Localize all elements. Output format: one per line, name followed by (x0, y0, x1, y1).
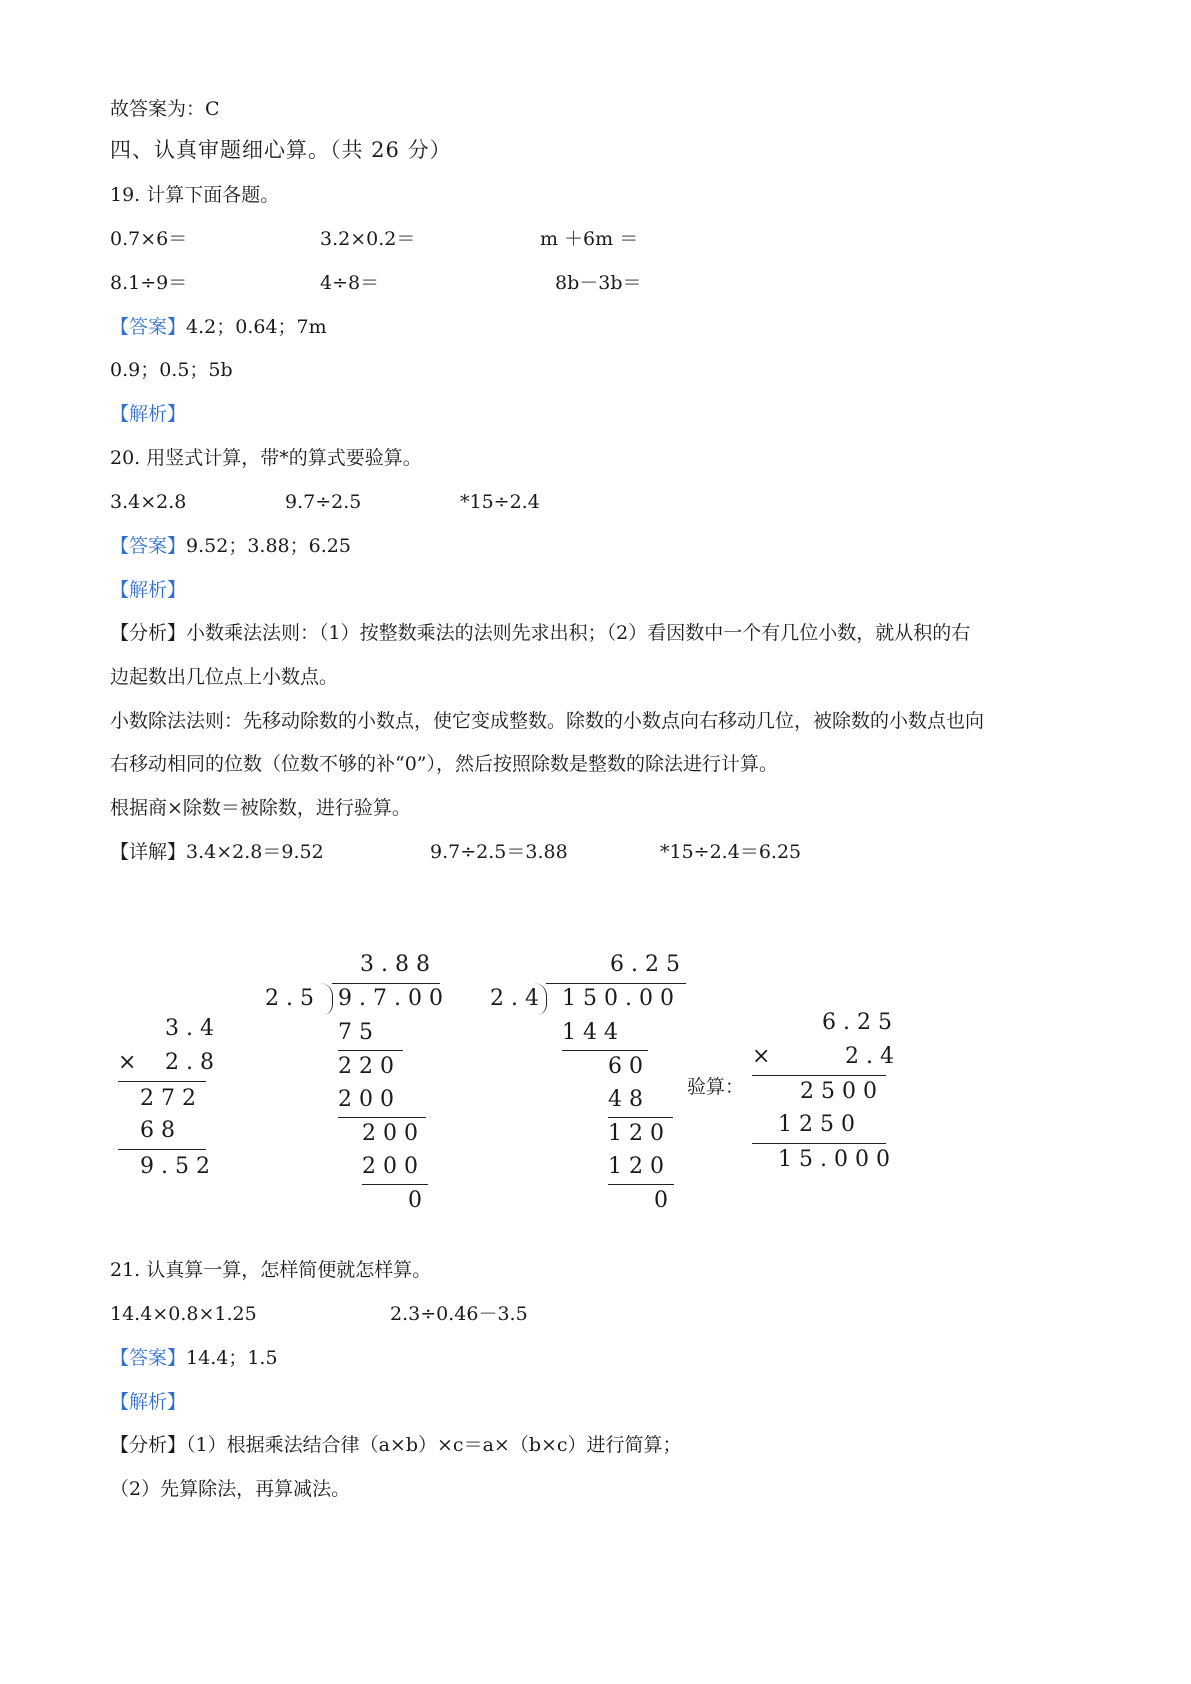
q21-fenxi-line1 (110, 1432, 682, 1458)
check-result: 15.000 (778, 1147, 897, 1172)
q21-title: 21. 认真算一算，怎样简便就怎样算。 (110, 1259, 432, 1281)
q21-problem-1: 14.4×0.8×1.25 (110, 1303, 257, 1325)
q21-analysis-tag: 【解析】 (110, 1391, 187, 1413)
q20-fenxi-line3: 小数除法法则：先移动除数的小数点，使它变成整数。除数的小数点向右移动几位，被除数的小数点也向 (110, 710, 985, 732)
answer-tag: 【答案】 (110, 1347, 187, 1369)
q20-analysis-tag: 【解析】 (110, 579, 187, 601)
q19-answer-line2: 0.9；0.5；5b (110, 359, 233, 381)
div2-divisor: 2.4 (490, 986, 546, 1011)
check-partial-2: 1250 (778, 1112, 862, 1137)
check-bottom: 2.4 (845, 1044, 901, 1069)
fenxi-tag: 【分析】 (110, 622, 187, 644)
q20-fenxi-line5: 根据商×除数＝被除数，进行验算。 (110, 797, 411, 819)
q20-detail-2: 9.7÷2.5＝3.88 (430, 841, 568, 863)
check-top: 6.25 (822, 1010, 899, 1035)
answer-text: 4.2；0.64；7m (186, 316, 327, 338)
div2-step-4: 120 (608, 1121, 671, 1146)
answer-text: 9.52；3.88；6.25 (186, 535, 351, 557)
mult-top: 3.4 (165, 1016, 221, 1041)
q19-answer (110, 314, 327, 340)
q19-title: 19. 计算下面各题。 (110, 184, 280, 206)
div1-step-1: 75 (338, 1020, 380, 1045)
q20-answer (110, 533, 351, 559)
q20-problem-1: 3.4×2.8 (110, 491, 187, 513)
mult-partial-2: 68 (140, 1118, 182, 1143)
answer-tag: 【答案】 (110, 535, 187, 557)
q20-problem-2: 9.7÷2.5 (285, 491, 362, 513)
q19-item-5: 4÷8＝ (320, 272, 380, 294)
div1-step-3: 200 (338, 1087, 401, 1112)
answer-tag: 【答案】 (110, 316, 187, 338)
mult-sign: × (118, 1050, 144, 1075)
q19-analysis-tag: 【解析】 (110, 403, 187, 425)
previous-answer: 故答案为：C (110, 98, 220, 120)
fenxi-text: （1）根据乘法结合律（a×b）×c＝a×（b×c）进行简算； (186, 1434, 682, 1456)
q20-detail-1 (110, 839, 324, 865)
div1-dividend: 9.7.00 (338, 986, 450, 1011)
q20-fenxi-line4: 右移动相同的位数（位数不够的补“0”），然后按照除数是整数的除法进行计算。 (110, 753, 779, 775)
detail-text: 3.4×2.8＝9.52 (186, 841, 324, 863)
q19-item-3: m ＋6m ＝ (540, 228, 639, 250)
div2-step-5: 120 (608, 1154, 671, 1179)
q19-item-1: 0.7×6＝ (110, 228, 188, 250)
div2-dividend: 150.00 (562, 986, 681, 1011)
q21-answer (110, 1345, 278, 1371)
div1-step-5: 200 (362, 1154, 425, 1179)
q19-item-6: 8b－3b＝ (555, 272, 642, 294)
q21-problem-2: 2.3÷0.46－3.5 (390, 1303, 528, 1325)
q20-problem-3: *15÷2.4 (460, 491, 540, 513)
mult-bottom: 2.8 (165, 1050, 221, 1075)
q20-title: 20. 用竖式计算，带*的算式要验算。 (110, 447, 422, 469)
q21-fenxi-line2: （2）先算除法，再算减法。 (110, 1478, 351, 1500)
fenxi-tag: 【分析】 (110, 1434, 187, 1456)
div2-remainder: 0 (654, 1188, 675, 1213)
div1-quotient: 3.88 (360, 952, 437, 977)
q19-item-2: 3.2×0.2＝ (320, 228, 416, 250)
mult-result: 9.52 (140, 1154, 217, 1179)
div1-remainder: 0 (408, 1188, 429, 1213)
detail-tag: 【详解】 (110, 841, 187, 863)
answer-text: 14.4；1.5 (186, 1347, 278, 1369)
div2-step-2: 60 (608, 1054, 650, 1079)
mult-partial-1: 272 (140, 1086, 203, 1111)
div2-step-3: 48 (608, 1087, 650, 1112)
check-partial-1: 2500 (800, 1079, 884, 1104)
check-sign: × (752, 1044, 778, 1069)
div1-divisor: 2.5 (265, 986, 321, 1011)
div2-quotient: 6.25 (610, 952, 687, 977)
section-title: 四、认真审题细心算。（共 26 分） (110, 138, 452, 162)
div1-step-2: 220 (338, 1054, 401, 1079)
q20-detail-3: *15÷2.4＝6.25 (660, 841, 802, 863)
q19-item-4: 8.1÷9＝ (110, 272, 188, 294)
div2-step-1: 144 (562, 1020, 625, 1045)
div1-step-4: 200 (362, 1121, 425, 1146)
q20-fenxi-line1 (110, 620, 970, 646)
q20-fenxi-line2: 边起数出几位点上小数点。 (110, 666, 339, 688)
check-label: 验算： (687, 1076, 745, 1098)
fenxi-text: 小数乘法法则：（1）按整数乘法的法则先求出积；（2）看因数中一个有几位小数，就从积的右 (186, 622, 971, 644)
